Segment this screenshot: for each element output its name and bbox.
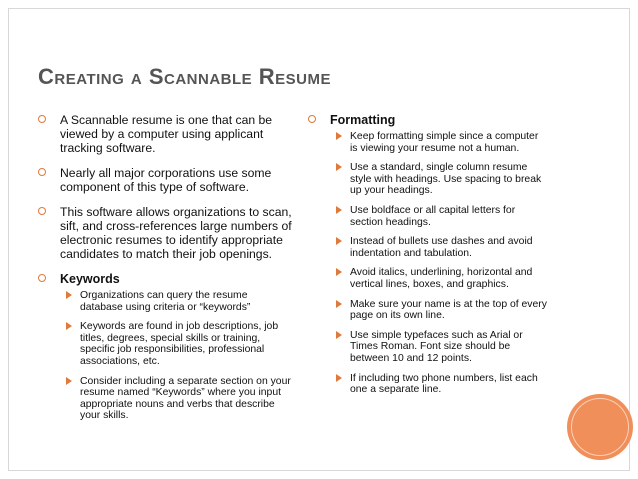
sub-bullet-text: Use simple typefaces such as Arial or Times Roman. Font size should be between 10 and 12 points. [350,329,523,364]
sub-bullet-item [330,162,548,197]
circle-bullet-icon [38,207,46,215]
sub-bullet-text: Use a standard, single column resume style with headings. Use spacing to break up your headings. [350,162,542,197]
sub-bullet-text: Instead of bullets use dashes and avoid indentation and tabulation. [350,236,533,259]
sub-bullet-item [330,131,548,154]
triangle-bullet-icon [336,163,342,171]
triangle-bullet-icon [66,291,72,299]
sub-bullet-text: Use boldface or all capital letters for section headings. [350,204,516,228]
sub-bullet-text: Avoid italics, underlining, horizontal and vertical lines, boxes, and graphics. [350,267,533,290]
left-column [38,113,293,422]
bullet-item [38,205,293,261]
bullet-text: A Scannable resume is one that can be viewed by a computer using applicant tracking software. [60,113,273,155]
circle-bullet-icon [308,115,316,123]
sub-bullet-text: Organizations can query the resume database using criteria or “keywords” [80,290,251,313]
right-column [308,113,548,396]
triangle-bullet-icon [336,300,342,308]
sub-bullet-item [60,376,293,422]
triangle-bullet-icon [66,322,72,330]
triangle-bullet-icon [336,374,342,382]
sub-bullet-item [330,205,548,228]
sub-bullet-item [330,330,548,365]
triangle-bullet-icon [336,237,342,245]
bullet-text: This software allows organizations to scan, sift, and cross-references large numbers of electronic resumes to identify appropriate candidates to match their job openings. [60,205,292,261]
sub-bullet-text: If including two phone numbers, list each one a separate line. [350,372,538,396]
sub-bullet-text: Keywords are found in job descriptions, job titles, degrees, special skills or training, specific job responsibilities, professional associations, etc. [80,321,279,367]
sub-bullet-item [330,236,548,259]
formatting-heading: Formatting [330,113,396,127]
bullet-text: Nearly all major corporations use some component of this type of software. [60,166,272,194]
sub-bullet-text: Consider including a separate section on your resume named “Keywords” where you input appropriate nouns and verbs that describe your skills. [80,375,291,422]
triangle-bullet-icon [66,377,72,385]
triangle-bullet-icon [336,206,342,214]
sub-bullet-text: Keep formatting simple since a computer is viewing your resume not a human. [350,131,539,154]
sub-bullet-item [330,267,548,290]
bullet-item [38,113,293,155]
sub-bullet-item [330,299,548,322]
sub-bullet-item [330,373,548,396]
sub-bullet-item [60,321,293,367]
triangle-bullet-icon [336,132,342,140]
keywords-heading: Keywords [60,272,120,286]
triangle-bullet-icon [336,268,342,276]
triangle-bullet-icon [336,331,342,339]
sub-bullet-text: Make sure your name is at the top of every page on its own line. [350,298,547,322]
formatting-heading-item [308,113,548,396]
bullet-item [38,166,293,194]
circle-bullet-icon [38,274,46,282]
slide-title: Creating a Scannable Resume [38,64,332,89]
circle-bullet-icon [38,115,46,123]
circle-bullet-icon [38,168,46,176]
keywords-heading-item [38,272,293,422]
sub-bullet-item [60,290,293,313]
decorative-circle-ring [571,398,629,456]
